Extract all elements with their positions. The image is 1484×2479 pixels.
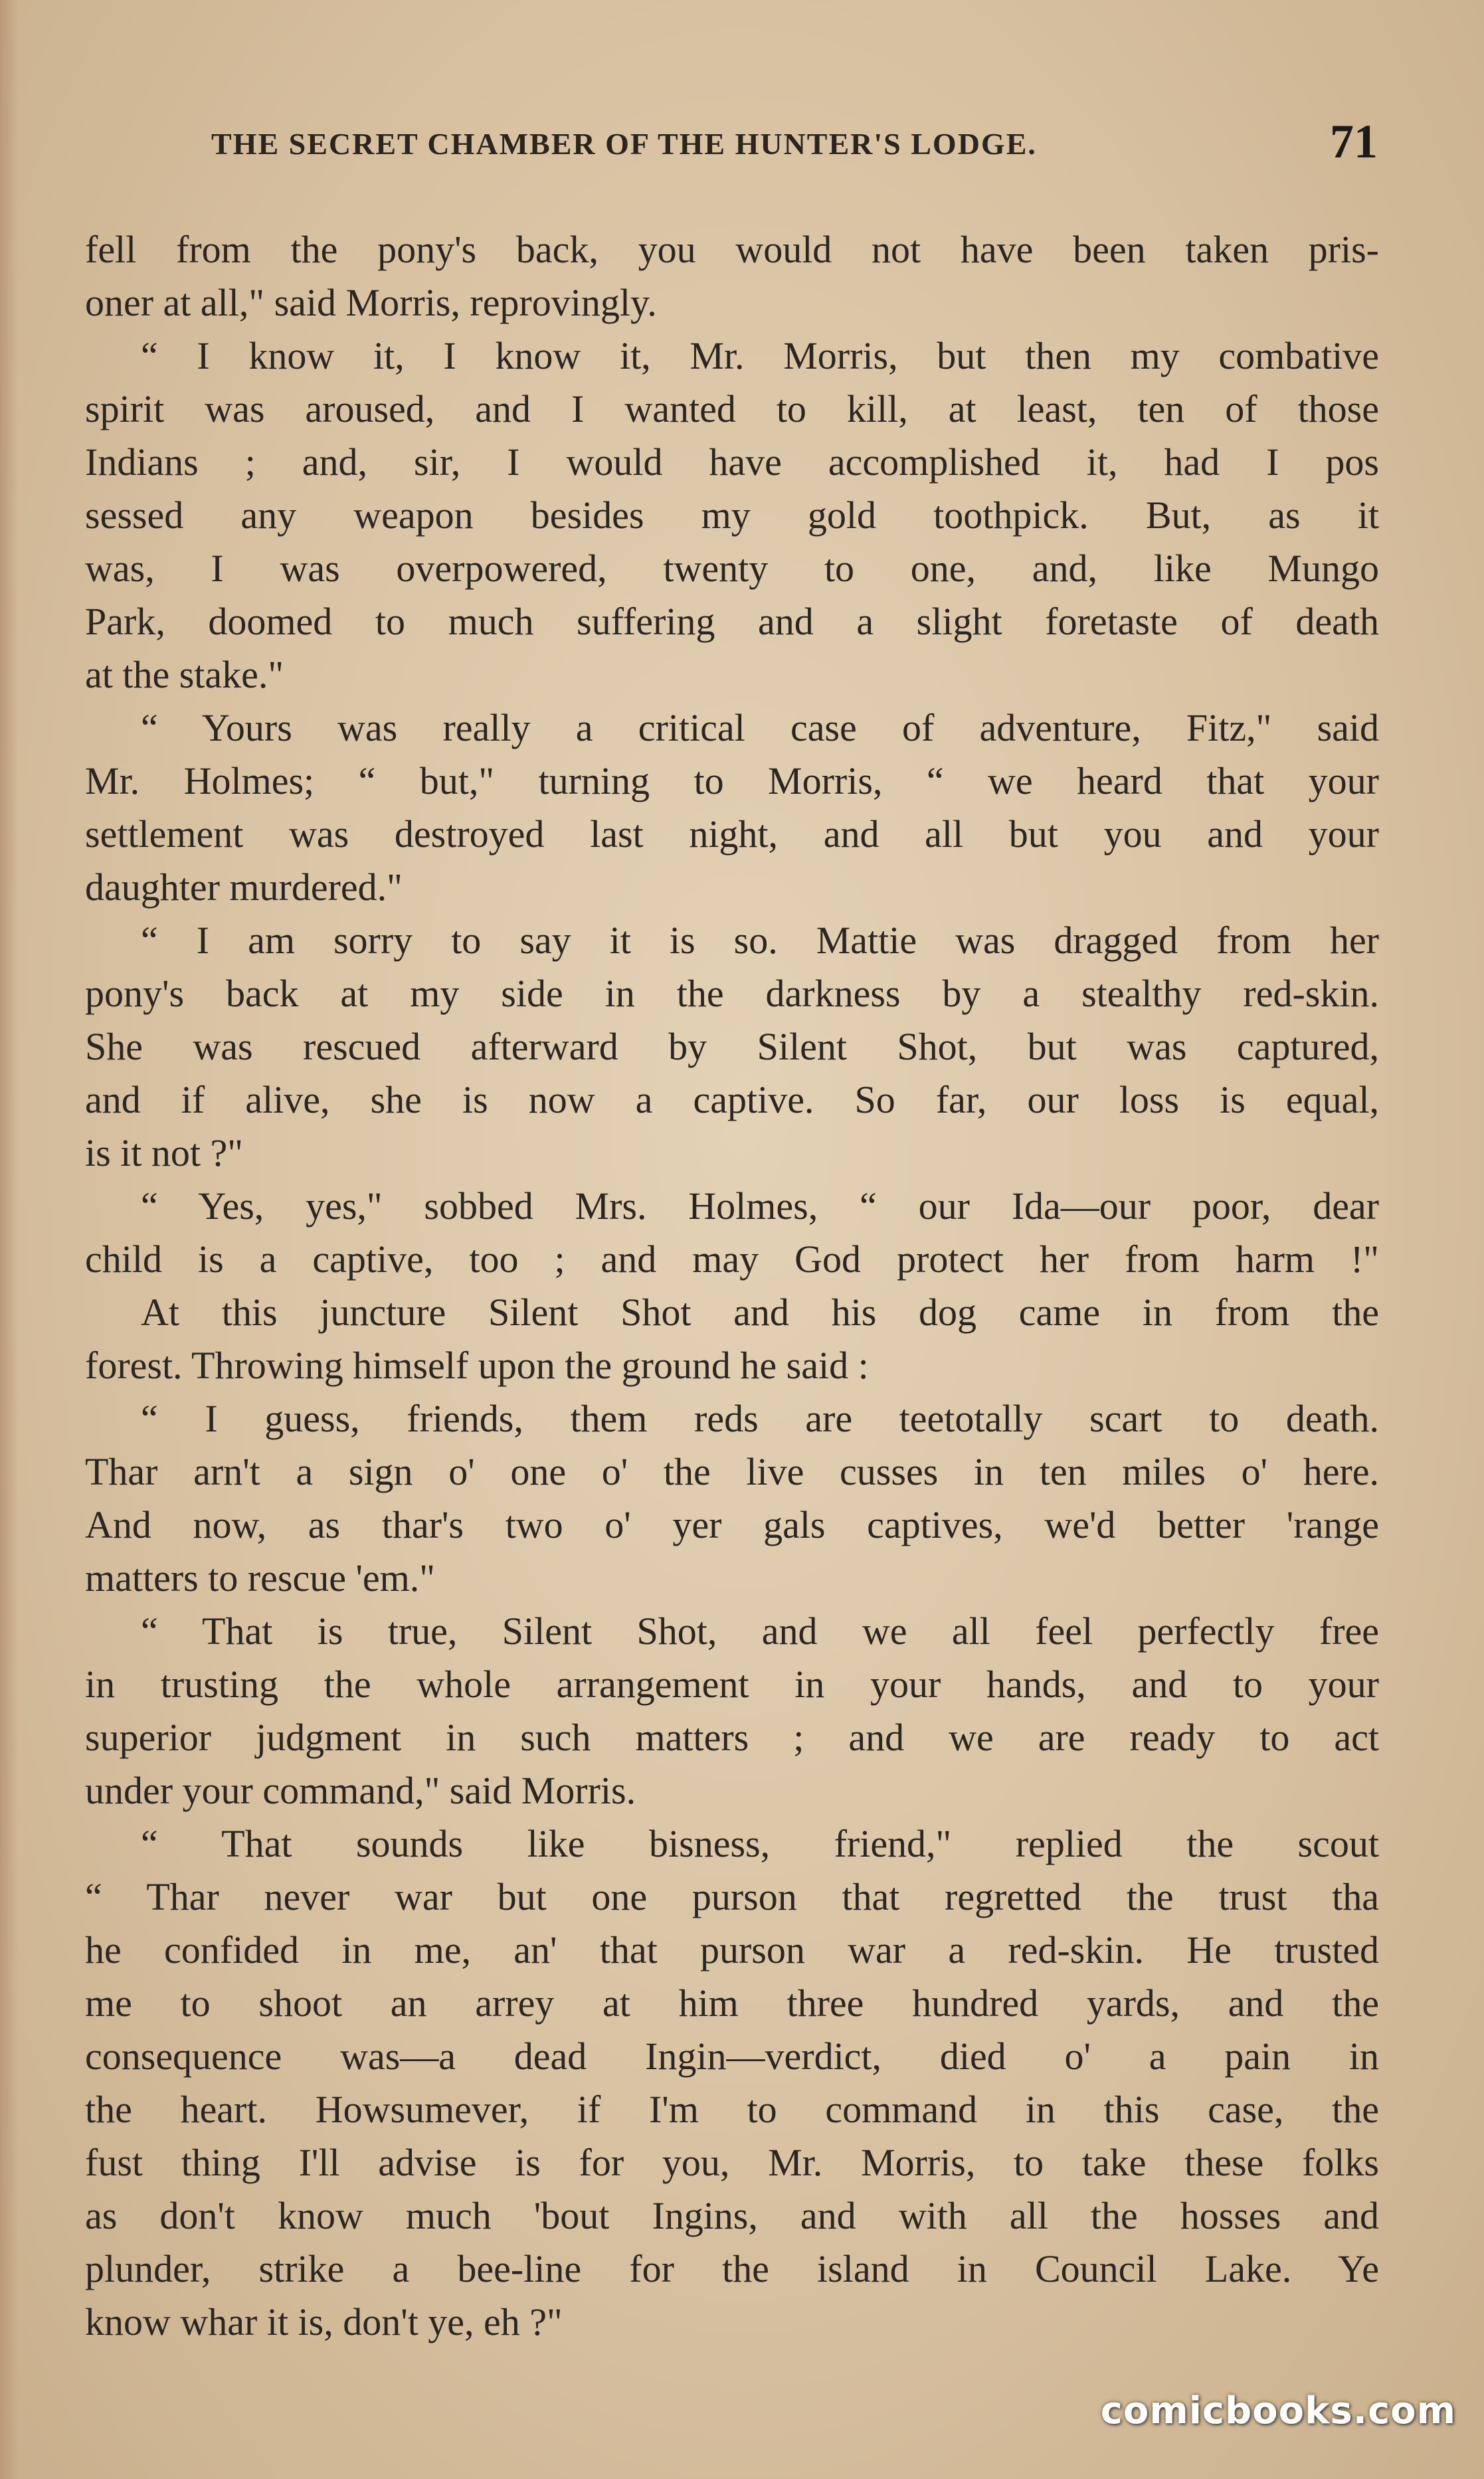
text-line: he confided in me, an' that purson war a red-skin. He trusted [85, 1928, 1379, 1972]
text-line: She was rescued afterward by Silent Shot, but was captured, [85, 1025, 1379, 1068]
text-line: is it not ?" [85, 1131, 243, 1174]
text-line: Mr. Holmes; “ but," turning to Morris, “ we heard that your [85, 759, 1379, 802]
body-text [85, 223, 1379, 2349]
text-line: superior judgment in such matters ; and we are ready to act [85, 1716, 1379, 1759]
text-line: in trusting the whole arrangement in your hands, and to your [85, 1663, 1379, 1706]
text-line: Indians ; and, sir, I would have accomplished it, had I pos [85, 440, 1379, 484]
text-line: under your command," said Morris. [85, 1769, 636, 1812]
text-line: plunder, strike a bee-line for the island in Council Lake. Ye [85, 2247, 1379, 2290]
text-line: was, I was overpowered, twenty to one, and, like Mungo [85, 547, 1379, 590]
text-line: forest. Throwing himself upon the ground he said : [85, 1344, 869, 1387]
text-line: as don't know much 'bout Ingins, and with all the hosses and [85, 2194, 1379, 2237]
text-line: the heart. Howsumever, if I'm to command in this case, the [85, 2088, 1379, 2131]
text-line: consequence was—a dead Ingin—verdict, died o' a pain in [85, 2035, 1379, 2078]
page-edge-shadow [0, 0, 19, 2479]
text-line: “ I know it, I know it, Mr. Morris, but then my combative [141, 334, 1379, 377]
text-line: Thar arn't a sign o' one o' the live cusses in ten miles o' here. [85, 1450, 1379, 1493]
text-line: “ Yours was really a critical case of adventure, Fitz," said [141, 706, 1379, 749]
text-line: And now, as thar's two o' yer gals captives, we'd better 'range [85, 1503, 1379, 1546]
text-line: “ That is true, Silent Shot, and we all feel perfectly free [141, 1609, 1379, 1653]
text-line: “ I guess, friends, them reds are teetotally scart to death. [141, 1397, 1379, 1440]
text-line: spirit was aroused, and I wanted to kill, at least, ten of those [85, 387, 1379, 430]
text-line: fust thing I'll advise is for you, Mr. Morris, to take these folks [85, 2141, 1379, 2184]
text-line: matters to rescue 'em." [85, 1556, 435, 1600]
text-line: know whar it is, don't ye, eh ?" [85, 2300, 563, 2343]
text-line: pony's back at my side in the darkness by a stealthy red-skin. [85, 972, 1379, 1015]
running-header: THE SECRET CHAMBER OF THE HUNTER'S LODGE. [211, 127, 1037, 161]
text-line: me to shoot an arrey at him three hundred yards, and the [85, 1981, 1379, 2025]
text-line: “ That sounds like bisness, friend," replied the scout [141, 1822, 1379, 1865]
page-number: 71 [1330, 115, 1378, 168]
text-line: “ I am sorry to say it is so. Mattie was dragged from her [141, 919, 1379, 962]
text-line: At this juncture Silent Shot and his dog came in from the [141, 1291, 1379, 1334]
text-line: child is a captive, too ; and may God protect her from harm !" [85, 1238, 1379, 1281]
text-line: Park, doomed to much suffering and a slight foretaste of death [85, 600, 1379, 643]
text-line: fell from the pony's back, you would not have been taken pris- [85, 228, 1379, 271]
text-line: “ Thar never war but one purson that regretted the trust tha [85, 1875, 1379, 1918]
text-line: oner at all," said Morris, reprovingly. [85, 281, 657, 324]
text-line: “ Yes, yes," sobbed Mrs. Holmes, “ our Ida—our poor, dear [141, 1184, 1379, 1228]
text-line: sessed any weapon besides my gold toothpick. But, as it [85, 494, 1379, 537]
text-line: settlement was destroyed last night, and all but you and your [85, 812, 1379, 856]
text-line: daughter murdered." [85, 866, 403, 909]
site-watermark: comicbooks.com [1100, 2389, 1456, 2433]
text-line: and if alive, she is now a captive. So far, our loss is equal, [85, 1078, 1379, 1121]
text-line: at the stake." [85, 653, 284, 696]
